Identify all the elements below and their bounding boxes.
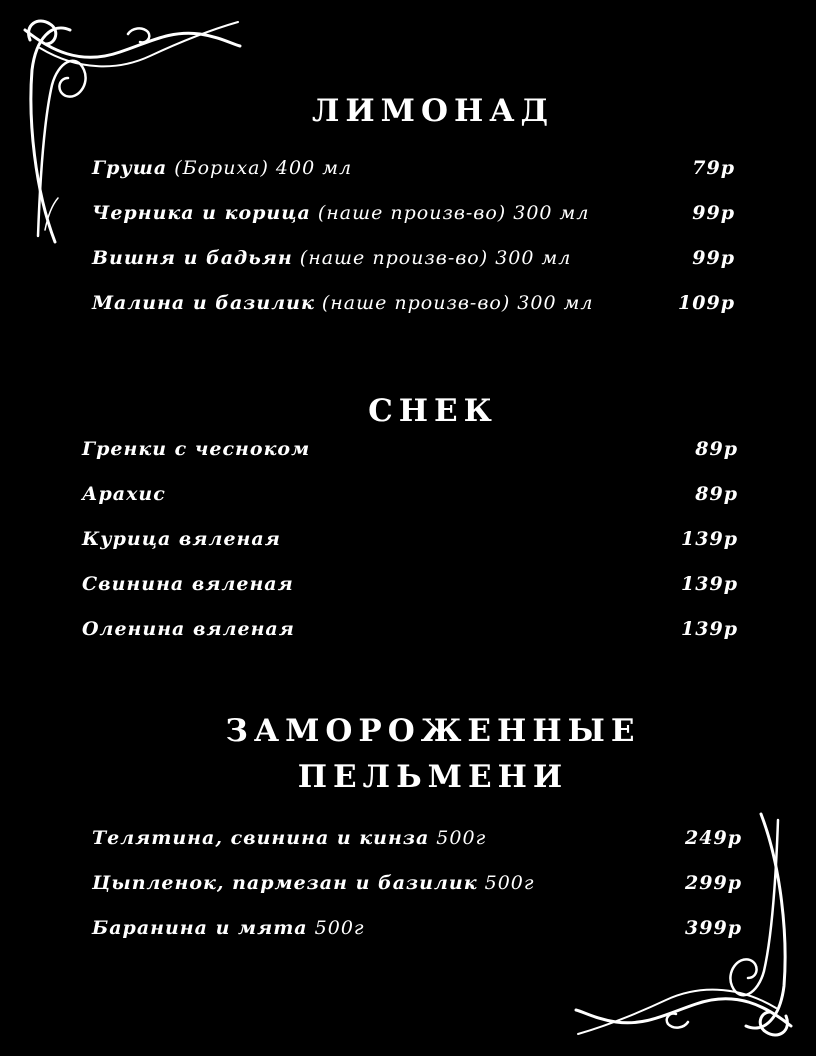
item-name: Курица вяленая — [82, 528, 281, 550]
menu-list-dumplings — [92, 826, 742, 961]
item-price: 399р — [685, 917, 742, 939]
item-name: Баранина и мята — [92, 917, 308, 939]
item-price: 139р — [681, 618, 738, 640]
item-name: Малина и базилик — [92, 292, 315, 314]
item-price: 99р — [692, 247, 735, 269]
item-note: 500г — [477, 872, 535, 894]
item-price: 79р — [692, 157, 735, 179]
menu-item — [92, 871, 742, 916]
item-name: Арахис — [82, 483, 166, 505]
menu-item — [92, 201, 735, 246]
item-name: Цыпленок, пармезан и базилик — [92, 872, 478, 894]
item-note: (наше произв-во) 300 мл — [292, 247, 572, 269]
section-title-line-2: ПЕЛЬМЕНИ — [297, 759, 569, 795]
item-note: (наше произв-во) 300 мл — [310, 202, 590, 224]
item-name: Оленина вяленая — [82, 618, 295, 640]
item-note: (наше произв-во) 300 мл — [314, 292, 594, 314]
item-price: 139р — [681, 573, 738, 595]
item-note: 500г — [307, 917, 365, 939]
item-price: 139р — [681, 528, 738, 550]
item-price: 89р — [695, 438, 738, 460]
item-price: 299р — [685, 872, 742, 894]
item-price: 109р — [678, 292, 735, 314]
item-name: Телятина, свинина и кинза — [92, 827, 430, 849]
section-title-line-1: ЗАМОРОЖЕННЫЕ — [225, 713, 641, 749]
item-name: Груша — [92, 157, 168, 179]
item-price: 89р — [695, 483, 738, 505]
item-name: Вишня и бадьян — [92, 247, 293, 269]
item-name: Свинина вяленая — [82, 573, 294, 595]
menu-list-lemonade — [92, 156, 735, 336]
item-price: 99р — [692, 202, 735, 224]
menu-list-snack — [82, 437, 738, 662]
menu-item — [92, 156, 735, 201]
section-title-lemonade: ЛИМОНАД — [311, 93, 555, 129]
item-name: Черника и корица — [92, 202, 311, 224]
section-title-snack: СНЕК — [368, 393, 498, 429]
item-note: (Бориха) 400 мл — [167, 157, 353, 179]
menu-item — [82, 572, 738, 617]
menu-item — [82, 482, 738, 527]
section-title-dumplings — [25, 708, 816, 800]
menu-item — [82, 437, 738, 482]
menu-item — [92, 916, 742, 961]
menu-item — [92, 826, 742, 871]
menu-item — [82, 617, 738, 662]
item-note: 500г — [429, 827, 487, 849]
item-price: 249р — [685, 827, 742, 849]
menu-item — [82, 527, 738, 572]
menu-item — [92, 291, 735, 336]
item-name: Гренки с чесноком — [82, 438, 311, 460]
menu-item — [92, 246, 735, 291]
